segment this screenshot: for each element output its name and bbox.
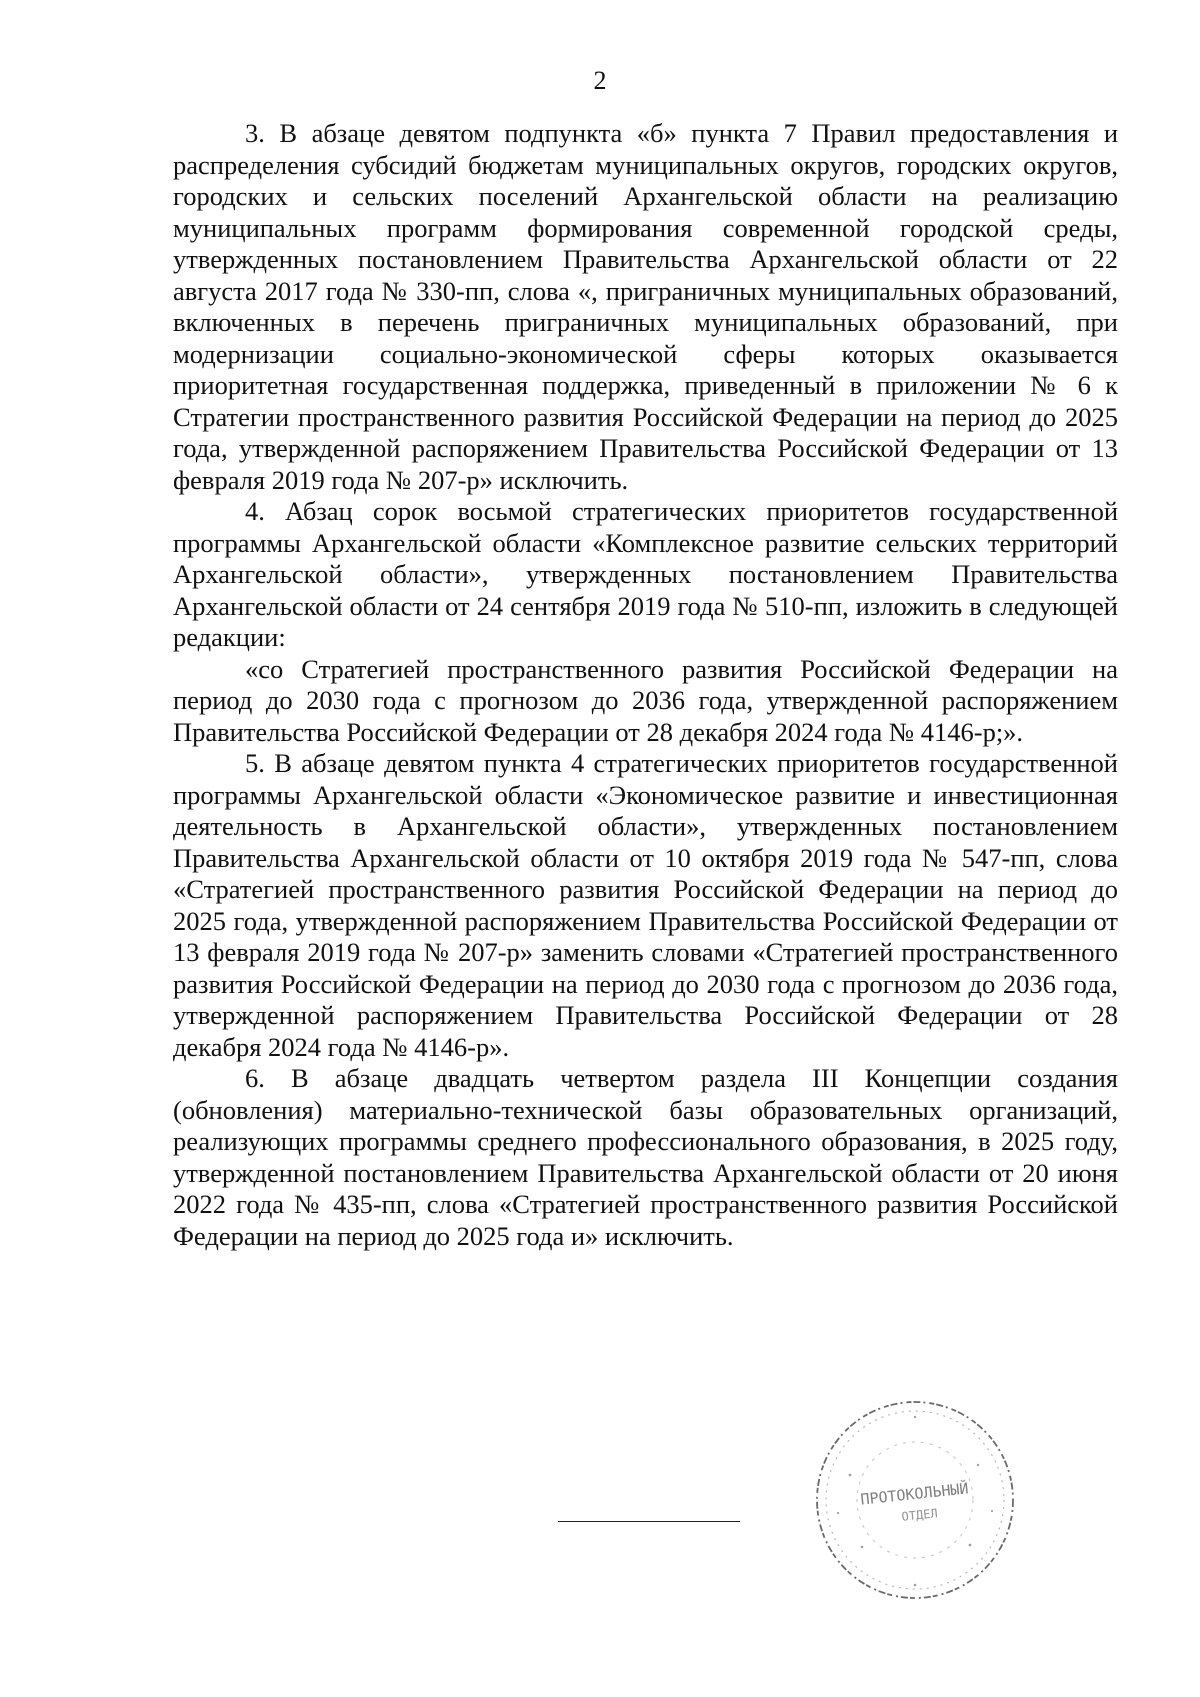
- page-number: 2: [593, 66, 607, 95]
- paragraph-item-6: 6. В абзаце двадцать четвертом раздела III Концепции создания (обновления) материально-технической базы образовательных организаций, реализующих программы среднего профессионального образования, в 2025 году, утвержденной постановлением Правительства Архангельской области от 20 июня 2022 года № 435-пп, слова «Стратегией пространственного развития Российской Федерации на период до 2025 года и» исключить.: [173, 1063, 1118, 1251]
- paragraph-item-4: 4. Абзац сорок восьмой стратегических приоритетов государственной программы Архангельской области «Комплексное развитие сельских территорий Архангельской области», утвержденных постановлением Правительства Архангельской области от 24 сентября 2019 года № 510-пп, изложить в следующей редакции:: [173, 496, 1118, 652]
- paragraph-item-5: 5. В абзаце девятом пункта 4 стратегических приоритетов государственной программы Архангельской области «Экономическое развитие и инвестиционная деятельность в Архангельской области», утвержденных постановлением Правительства Архангельской области от 10 октября 2019 года № 547-пп, слова «Стратегией пространственного развития Российской Федерации на период до 2025 года, утвержденной распоряжением Правительства Российской Федерации от 13 февраля 2019 года № 207-р» заменить словами «Стратегией пространственного развития Российской Федерации на период до 2030 года с прогнозом до 2036 года, утвержденной распоряжением Правительства Российской Федерации от 28 декабря 2024 года № 4146-р».: [173, 748, 1118, 1062]
- signature-divider-line: [558, 1521, 740, 1522]
- paragraph-item-4-quote: «со Стратегией пространственного развития Российской Федерации на период до 2030 года с прогнозом до 2036 года, утвержденной распоряжением Правительства Российской Федерации от 28 декабря 2024 года № 4146-р;».: [173, 653, 1118, 747]
- document-body: [173, 118, 1118, 1252]
- paragraph-item-3: 3. В абзаце девятом подпункта «б» пункта 7 Правил предоставления и распределения субсидий бюджетам муниципальных округов, городских округов, городских и сельских поселений Архангельской области на реализацию муниципальных программ формирования современной городской среды, утвержденных постановлением Правительства Архангельской области от 22 августа 2017 года № 330-пп, слова «, приграничных муниципальных образований, включенных в перечень приграничных муниципальных образований, при модернизации социально-экономической сферы которых оказывается приоритетная государственная поддержка, приведенный в приложении № 6 к Стратегии пространственного развития Российской Федерации на период до 2025 года, утвержденной распоряжением Правительства Российской Федерации от 13 февраля 2019 года № 207-р» исключить.: [173, 118, 1118, 495]
- stamp-text-line-2: ОТДЕЛ: [900, 1506, 939, 1524]
- stamp-text-line-1: ПРОТОКОЛЬНЫЙ: [859, 1479, 970, 1509]
- official-stamp: [810, 1395, 1020, 1605]
